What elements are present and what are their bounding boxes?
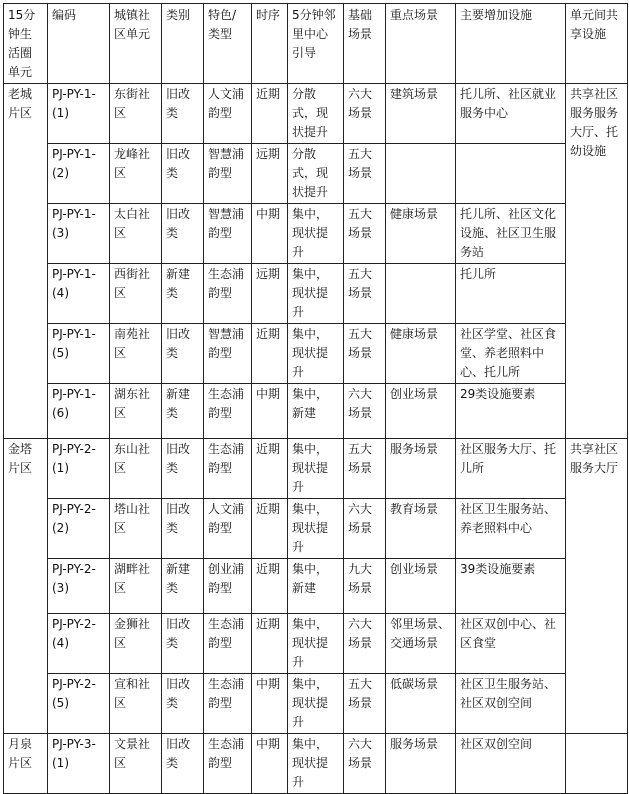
cell-category: 旧改类 xyxy=(162,204,204,264)
header-category: 类别 xyxy=(162,4,204,84)
header-base: 基础场景 xyxy=(344,4,386,84)
cell-base: 五大场景 xyxy=(344,674,386,734)
header-timing: 时序 xyxy=(252,4,288,84)
cell-facilities: 社区卫生服务站、养老照料中心 xyxy=(456,499,566,559)
cell-center: 集中，新建 xyxy=(288,559,344,614)
table-row xyxy=(4,734,628,794)
cell-community: 湖东社区 xyxy=(110,384,162,439)
cell-center: 集中，现状提升 xyxy=(288,439,344,499)
cell-facilities: 托儿所、社区就业服务中心 xyxy=(456,84,566,144)
cell-code: PJ-PY-1-(2) xyxy=(48,144,110,204)
cell-center: 集中，现状提升 xyxy=(288,264,344,324)
cell-facilities: 社区卫生服务站、社区双创空间 xyxy=(456,674,566,734)
cell-key: 服务场景 xyxy=(386,439,456,499)
cell-timing: 近期 xyxy=(252,559,288,614)
planning-table xyxy=(3,3,628,794)
cell-unit: 老城片区 xyxy=(4,84,48,439)
table-body xyxy=(4,84,628,794)
cell-community: 东山社区 xyxy=(110,439,162,499)
cell-code: PJ-PY-1-(3) xyxy=(48,204,110,264)
cell-feature: 生态浦韵型 xyxy=(204,614,252,674)
cell-code: PJ-PY-2-(5) xyxy=(48,674,110,734)
cell-unit: 金塔片区 xyxy=(4,439,48,734)
cell-timing: 近期 xyxy=(252,324,288,384)
cell-feature: 智慧浦韵型 xyxy=(204,204,252,264)
cell-timing: 近期 xyxy=(252,84,288,144)
cell-key: 健康场景 xyxy=(386,324,456,384)
cell-facilities xyxy=(456,144,566,204)
cell-code: PJ-PY-2-(1) xyxy=(48,439,110,499)
cell-facilities: 39类设施要素 xyxy=(456,559,566,614)
cell-community: 南苑社区 xyxy=(110,324,162,384)
cell-key: 邻里场景、交通场景 xyxy=(386,614,456,674)
cell-center: 集中，现状提升 xyxy=(288,734,344,794)
cell-feature: 生态浦韵型 xyxy=(204,264,252,324)
header-feature: 特色/类型 xyxy=(204,4,252,84)
cell-facilities: 29类设施要素 xyxy=(456,384,566,439)
cell-timing: 中期 xyxy=(252,384,288,439)
table-row xyxy=(4,384,628,439)
cell-category: 旧改类 xyxy=(162,614,204,674)
cell-key xyxy=(386,144,456,204)
header-row xyxy=(4,4,628,84)
cell-category: 旧改类 xyxy=(162,324,204,384)
cell-timing: 远期 xyxy=(252,144,288,204)
cell-community: 东街社区 xyxy=(110,84,162,144)
cell-timing: 中期 xyxy=(252,674,288,734)
table-row xyxy=(4,614,628,674)
cell-key: 创业场景 xyxy=(386,384,456,439)
cell-community: 龙峰社区 xyxy=(110,144,162,204)
cell-center: 分散式，现状提升 xyxy=(288,144,344,204)
cell-category: 旧改类 xyxy=(162,734,204,794)
cell-feature: 生态浦韵型 xyxy=(204,384,252,439)
cell-key: 创业场景 xyxy=(386,559,456,614)
cell-timing: 近期 xyxy=(252,439,288,499)
cell-facilities: 社区双创中心、社区食堂 xyxy=(456,614,566,674)
cell-facilities: 托儿所、社区文化设施、社区卫生服务站 xyxy=(456,204,566,264)
cell-community: 宣和社区 xyxy=(110,674,162,734)
header-facilities: 主要增加设施 xyxy=(456,4,566,84)
cell-category: 旧改类 xyxy=(162,439,204,499)
cell-community: 文景社区 xyxy=(110,734,162,794)
cell-base: 五大场景 xyxy=(344,144,386,204)
cell-base: 六大场景 xyxy=(344,84,386,144)
cell-center: 集中，现状提升 xyxy=(288,204,344,264)
cell-category: 旧改类 xyxy=(162,144,204,204)
header-shared: 单元间共享设施 xyxy=(566,4,628,84)
cell-feature: 生态浦韵型 xyxy=(204,674,252,734)
cell-timing: 中期 xyxy=(252,734,288,794)
cell-base: 五大场景 xyxy=(344,439,386,499)
cell-category: 旧改类 xyxy=(162,499,204,559)
table-row xyxy=(4,674,628,734)
cell-community: 塔山社区 xyxy=(110,499,162,559)
cell-base: 五大场景 xyxy=(344,264,386,324)
cell-code: PJ-PY-1-(5) xyxy=(48,324,110,384)
cell-code: PJ-PY-2-(3) xyxy=(48,559,110,614)
header-key: 重点场景 xyxy=(386,4,456,84)
cell-facilities: 社区学堂、社区食堂、养老照料中心、托儿所 xyxy=(456,324,566,384)
cell-key: 建筑场景 xyxy=(386,84,456,144)
cell-timing: 远期 xyxy=(252,264,288,324)
cell-community: 西街社区 xyxy=(110,264,162,324)
header-community: 城镇社区单元 xyxy=(110,4,162,84)
header-code: 编码 xyxy=(48,4,110,84)
cell-base: 五大场景 xyxy=(344,324,386,384)
cell-facilities: 社区服务大厅、托儿所 xyxy=(456,439,566,499)
cell-code: PJ-PY-2-(2) xyxy=(48,499,110,559)
cell-feature: 生态浦韵型 xyxy=(204,439,252,499)
cell-feature: 智慧浦韵型 xyxy=(204,144,252,204)
cell-center: 集中，现状提升 xyxy=(288,499,344,559)
cell-key: 教育场景 xyxy=(386,499,456,559)
cell-timing: 近期 xyxy=(252,614,288,674)
header-unit: 15分钟生活圈单元 xyxy=(4,4,48,84)
cell-center: 集中，现状提升 xyxy=(288,614,344,674)
cell-feature: 智慧浦韵型 xyxy=(204,324,252,384)
cell-base: 五大场景 xyxy=(344,204,386,264)
cell-code: PJ-PY-3-(1) xyxy=(48,734,110,794)
table-row xyxy=(4,499,628,559)
cell-community: 太白社区 xyxy=(110,204,162,264)
cell-base: 六大场景 xyxy=(344,384,386,439)
table-row xyxy=(4,204,628,264)
cell-code: PJ-PY-2-(4) xyxy=(48,614,110,674)
cell-key: 健康场景 xyxy=(386,204,456,264)
header-center: 5分钟邻里中心引导 xyxy=(288,4,344,84)
cell-category: 新建类 xyxy=(162,384,204,439)
cell-feature: 人文浦韵型 xyxy=(204,84,252,144)
cell-facilities: 托儿所 xyxy=(456,264,566,324)
cell-shared: 共享社区服务大厅 xyxy=(566,439,628,734)
cell-center: 分散式，现状提升 xyxy=(288,84,344,144)
table-row xyxy=(4,144,628,204)
cell-feature: 创业浦韵型 xyxy=(204,559,252,614)
cell-timing: 近期 xyxy=(252,499,288,559)
cell-feature: 人文浦韵型 xyxy=(204,499,252,559)
cell-code: PJ-PY-1-(6) xyxy=(48,384,110,439)
cell-community: 湖畔社区 xyxy=(110,559,162,614)
table-row xyxy=(4,324,628,384)
cell-center: 集中，新建 xyxy=(288,384,344,439)
cell-key xyxy=(386,264,456,324)
cell-base: 六大场景 xyxy=(344,734,386,794)
cell-feature: 生态浦韵型 xyxy=(204,734,252,794)
cell-community: 金狮社区 xyxy=(110,614,162,674)
cell-category: 新建类 xyxy=(162,264,204,324)
cell-code: PJ-PY-1-(4) xyxy=(48,264,110,324)
table-row xyxy=(4,264,628,324)
cell-shared: 共享社区服务服务大厅、托幼设施 xyxy=(566,84,628,439)
cell-category: 新建类 xyxy=(162,559,204,614)
cell-unit: 月泉片区 xyxy=(4,734,48,794)
cell-center: 集中，现状提升 xyxy=(288,324,344,384)
cell-base: 六大场景 xyxy=(344,499,386,559)
table-row xyxy=(4,84,628,144)
cell-base: 六大场景 xyxy=(344,614,386,674)
cell-base: 九大场景 xyxy=(344,559,386,614)
table-row xyxy=(4,559,628,614)
cell-key: 低碳场景 xyxy=(386,674,456,734)
cell-code: PJ-PY-1-(1) xyxy=(48,84,110,144)
cell-facilities: 社区双创空间 xyxy=(456,734,566,794)
cell-shared xyxy=(566,734,628,794)
cell-timing: 中期 xyxy=(252,204,288,264)
cell-category: 旧改类 xyxy=(162,84,204,144)
cell-category: 旧改类 xyxy=(162,674,204,734)
table-row xyxy=(4,439,628,499)
cell-center: 集中，现状提升 xyxy=(288,674,344,734)
cell-key: 服务场景 xyxy=(386,734,456,794)
